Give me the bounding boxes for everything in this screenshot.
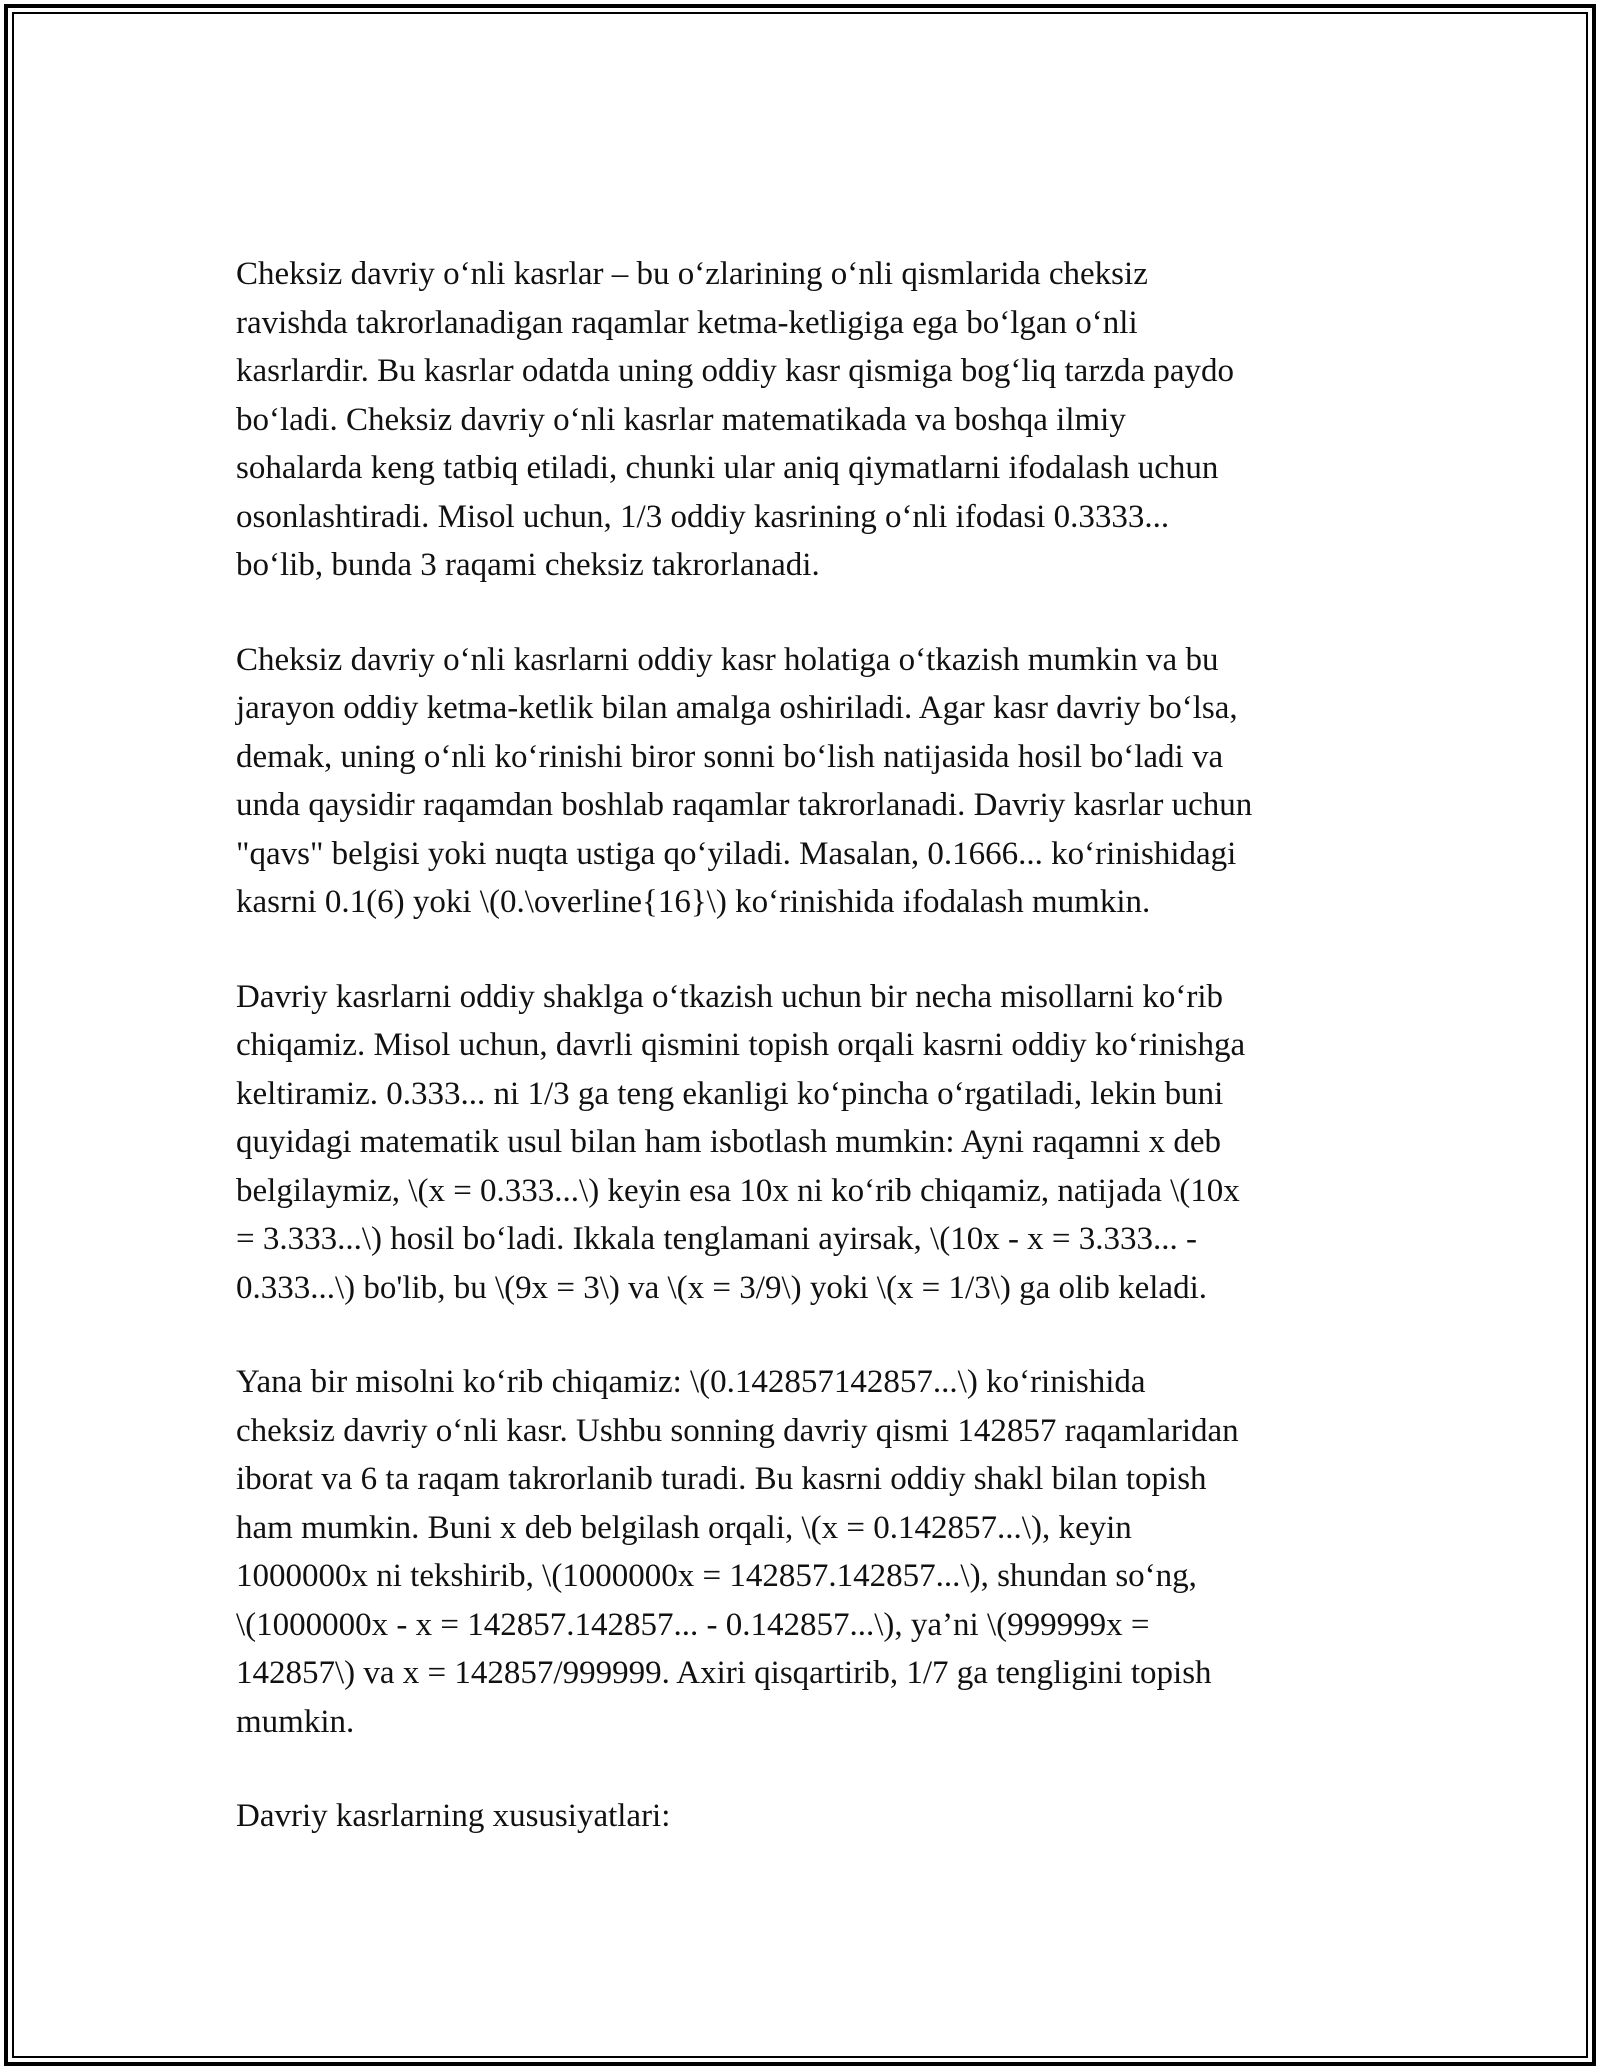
- paragraph-properties-heading: Davriy kasrlarning xususiyatlari:: [236, 1798, 671, 1834]
- paragraph-example-one-third: Davriy kasrlarni oddiy shaklga o‘tkazish uchun bir necha misollarni ko‘rib chiqamiz. Misol uchun, davrli qismini topish orqali kasrni oddiy ko‘rinishga keltiramiz. 0.333... ni 1/3 ga teng ekanligi ko‘pincha o‘rgatiladi, lekin buni quyidagi matematik usul bilan ham isbotlash mumkin: Ayni raqamni x deb belgilaymiz, \(x = 0.333...\) keyin esa 10x ni ko‘rib chiqamiz, natijada \(10x = 3.333...\) hosil bo‘ladi. Ikkala tenglamani ayirsak, \(10x - x = 3.333... - 0.333...\) bo'lib, bu \(9x = 3\) va \(x = 3/9\) yoki \(x = 1/3\) ga olib keladi.: [236, 978, 1246, 1306]
- document-body: [236, 250, 1376, 1887]
- paragraph-example-one-seventh: Yana bir misolni ko‘rib chiqamiz: \(0.142857142857...\) ko‘rinishida cheksiz davriy o‘nli kasr. Ushbu sonning davriy qismi 142857 raqamlaridan iborat va 6 ta raqam takrorlanib turadi. Bu kasrni oddiy shakl bilan topish ham mumkin. Buni x deb belgilash orqali, \(x = 0.142857...\), keyin 1000000x ni tekshirib, \(1000000x = 142857.142857...\), shundan so‘ng, \(1000000x - x = 142857.142857... - 0.142857...\), ya’ni \(999999x = 142857\) va x = 142857/999999. Axiri qisqartirib, 1/7 ga tengligini topish mumkin.: [236, 1364, 1239, 1740]
- paragraph-intro: Cheksiz davriy o‘nli kasrlar – bu o‘zlarining o‘nli qismlarida cheksiz ravishda takrorlanadigan raqamlar ketma-ketligiga ega bo‘lgan o‘nli kasrlardir. Bu kasrlar odatda uning oddiy kasr qismiga bog‘liq tarzda paydo bo‘ladi. Cheksiz davriy o‘nli kasrlar matematikada va boshqa ilmiy sohalarda keng tatbiq etiladi, chunki ular aniq qiymatlarni ifodalash uchun osonlashtiradi. Misol uchun, 1/3 oddiy kasrining o‘nli ifodasi 0.3333... bo‘lib, bunda 3 raqami cheksiz takrorlanadi.: [236, 256, 1235, 583]
- paragraph-conversion: Cheksiz davriy o‘nli kasrlarni oddiy kasr holatiga o‘tkazish mumkin va bu jarayon oddiy ketma-ketlik bilan amalga oshiriladi. Agar kasr davriy bo‘lsa, demak, uning o‘nli ko‘rinishi biror sonni bo‘lish natijasida hosil bo‘ladi va unda qaysidir raqamdan boshlab raqamlar takrorlanadi. Davriy kasrlar uchun "qavs" belgisi yoki nuqta ustiga qo‘yiladi. Masalan, 0.1666... ko‘rinishidagi kasrni 0.1(6) yoki \(0.\overline{16}\) ko‘rinishida ifodalash mumkin.: [236, 641, 1253, 920]
